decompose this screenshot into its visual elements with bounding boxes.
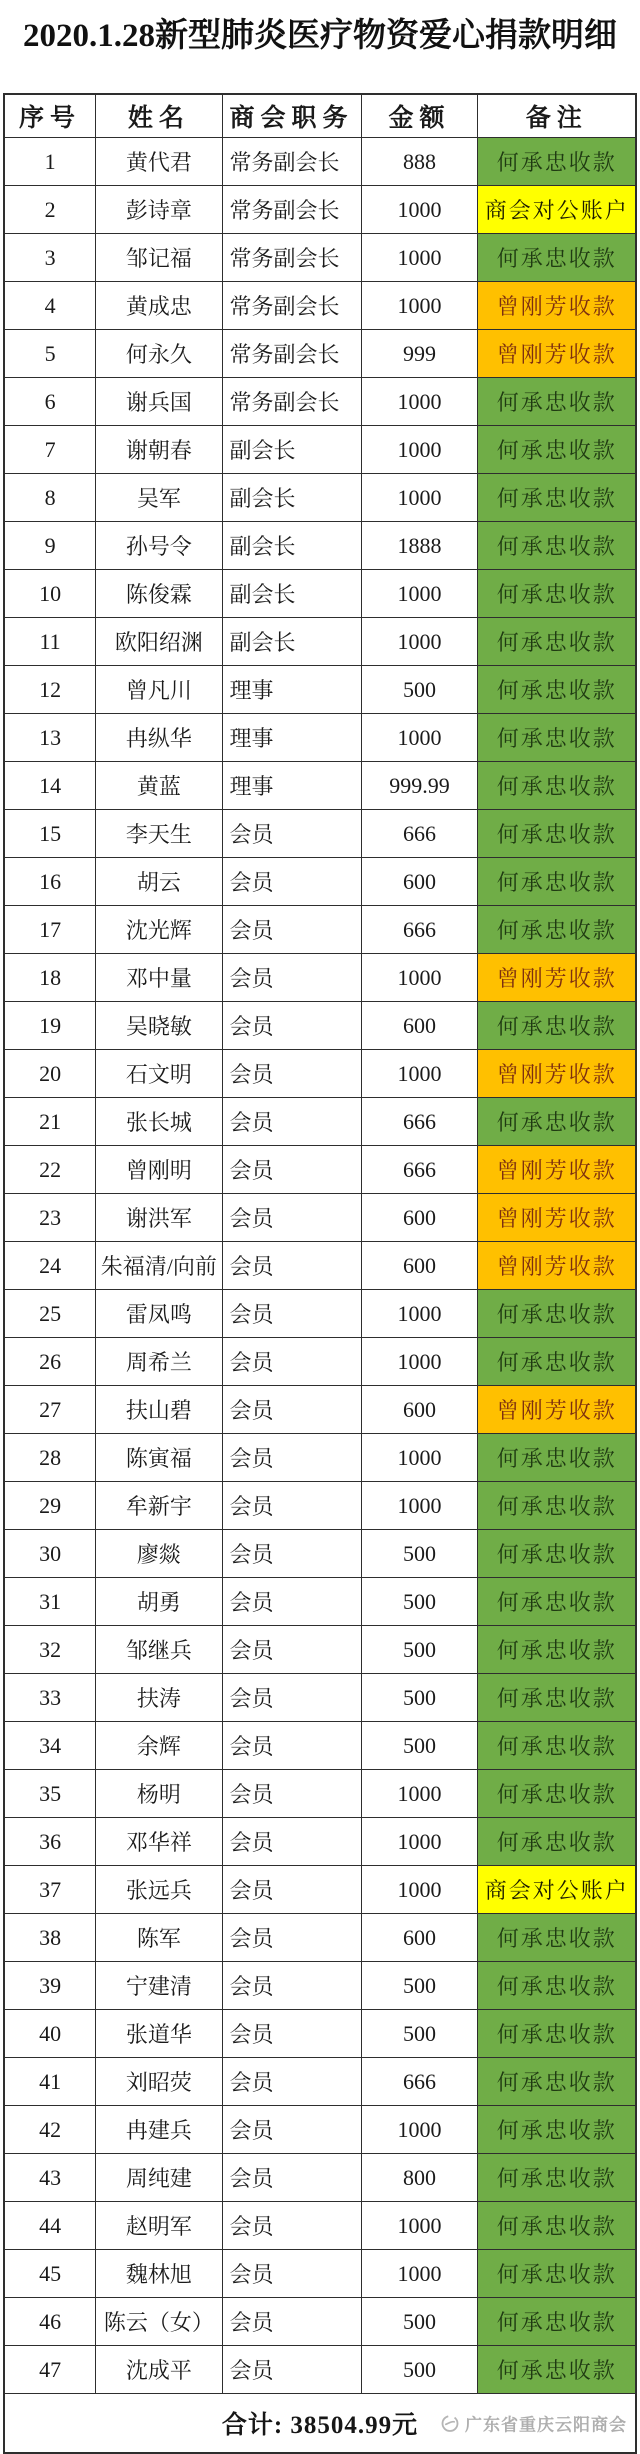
donation-amount: 1000	[361, 1770, 478, 1818]
note-badge: 何承忠收款	[478, 234, 636, 282]
donation-amount: 1000	[361, 426, 478, 474]
donor-name: 吴晓敏	[96, 1002, 222, 1050]
donor-name: 曾刚明	[96, 1146, 222, 1194]
row-number: 30	[4, 1530, 96, 1578]
table-row	[4, 426, 636, 474]
donor-name: 石文明	[96, 1050, 222, 1098]
donation-table	[3, 93, 637, 2454]
donor-name: 张远兵	[96, 1866, 222, 1914]
table-row	[4, 762, 636, 810]
donor-position: 常务副会长	[222, 138, 361, 186]
column-header-amount: 金额	[361, 94, 478, 138]
donor-name: 黄成忠	[96, 282, 222, 330]
row-number: 28	[4, 1434, 96, 1482]
donor-position: 常务副会长	[222, 282, 361, 330]
donor-name: 何永久	[96, 330, 222, 378]
donor-position: 会员	[222, 1674, 361, 1722]
donation-amount: 600	[361, 1386, 478, 1434]
row-number: 3	[4, 234, 96, 282]
row-number: 13	[4, 714, 96, 762]
donation-amount: 1000	[361, 474, 478, 522]
row-number: 42	[4, 2106, 96, 2154]
row-number: 25	[4, 1290, 96, 1338]
watermark-text: 广东省重庆云阳商会	[465, 2415, 627, 2435]
donor-position: 会员	[222, 1242, 361, 1290]
donor-name: 陈军	[96, 1914, 222, 1962]
donor-name: 陈云（女）	[96, 2298, 222, 2346]
table-row	[4, 2202, 636, 2250]
donor-position: 会员	[222, 1722, 361, 1770]
donor-name: 彭诗章	[96, 186, 222, 234]
donor-name: 扶涛	[96, 1674, 222, 1722]
table-row	[4, 1002, 636, 1050]
donation-amount: 1000	[361, 618, 478, 666]
donor-name: 扶山碧	[96, 1386, 222, 1434]
row-number: 24	[4, 1242, 96, 1290]
donation-amount: 1000	[361, 2250, 478, 2298]
donor-name: 余辉	[96, 1722, 222, 1770]
table-row	[4, 1146, 636, 1194]
donor-name: 刘昭荧	[96, 2058, 222, 2106]
donation-amount: 666	[361, 906, 478, 954]
table-row	[4, 2346, 636, 2394]
row-number: 26	[4, 1338, 96, 1386]
donor-position: 会员	[222, 1482, 361, 1530]
donation-amount: 666	[361, 1098, 478, 1146]
note-badge: 何承忠收款	[478, 1722, 636, 1770]
donor-position: 会员	[222, 1002, 361, 1050]
row-number: 12	[4, 666, 96, 714]
row-number: 4	[4, 282, 96, 330]
row-number: 7	[4, 426, 96, 474]
donor-name: 张长城	[96, 1098, 222, 1146]
note-badge: 何承忠收款	[478, 1626, 636, 1674]
donation-amount: 1888	[361, 522, 478, 570]
table-row	[4, 1914, 636, 1962]
row-number: 5	[4, 330, 96, 378]
row-number: 8	[4, 474, 96, 522]
donation-amount: 600	[361, 1194, 478, 1242]
donor-position: 常务副会长	[222, 378, 361, 426]
table-row	[4, 1482, 636, 1530]
row-number: 2	[4, 186, 96, 234]
row-number: 14	[4, 762, 96, 810]
row-number: 22	[4, 1146, 96, 1194]
donation-amount: 1000	[361, 2202, 478, 2250]
note-badge: 曾刚芳收款	[478, 1050, 636, 1098]
donation-amount: 500	[361, 2298, 478, 2346]
table-row	[4, 2010, 636, 2058]
row-number: 18	[4, 954, 96, 1002]
donation-amount: 1000	[361, 282, 478, 330]
note-badge: 曾刚芳收款	[478, 1194, 636, 1242]
donor-name: 吴军	[96, 474, 222, 522]
table-row	[4, 474, 636, 522]
row-number: 36	[4, 1818, 96, 1866]
donor-position: 会员	[222, 906, 361, 954]
table-row	[4, 1194, 636, 1242]
row-number: 27	[4, 1386, 96, 1434]
donor-name: 冉纵华	[96, 714, 222, 762]
donor-position: 会员	[222, 1098, 361, 1146]
donor-position: 会员	[222, 2106, 361, 2154]
note-badge: 何承忠收款	[478, 1002, 636, 1050]
note-badge: 何承忠收款	[478, 1530, 636, 1578]
table-row	[4, 2106, 636, 2154]
table-footer-row	[4, 2394, 636, 2454]
note-badge: 何承忠收款	[478, 2058, 636, 2106]
donor-name: 黄代君	[96, 138, 222, 186]
donor-position: 副会长	[222, 426, 361, 474]
row-number: 41	[4, 2058, 96, 2106]
row-number: 11	[4, 618, 96, 666]
donation-amount: 500	[361, 2346, 478, 2394]
row-number: 29	[4, 1482, 96, 1530]
note-badge: 何承忠收款	[478, 1962, 636, 2010]
donation-amount: 500	[361, 1578, 478, 1626]
donor-name: 冉建兵	[96, 2106, 222, 2154]
donor-name: 胡云	[96, 858, 222, 906]
note-badge: 何承忠收款	[478, 1290, 636, 1338]
donor-position: 会员	[222, 1818, 361, 1866]
table-row	[4, 1770, 636, 1818]
row-number: 33	[4, 1674, 96, 1722]
donor-position: 常务副会长	[222, 330, 361, 378]
row-number: 40	[4, 2010, 96, 2058]
donor-name: 谢兵国	[96, 378, 222, 426]
table-row	[4, 570, 636, 618]
donor-position: 会员	[222, 810, 361, 858]
table-row	[4, 1866, 636, 1914]
donor-name: 邹记福	[96, 234, 222, 282]
donor-position: 会员	[222, 1626, 361, 1674]
table-row	[4, 2154, 636, 2202]
note-badge: 何承忠收款	[478, 138, 636, 186]
note-badge: 何承忠收款	[478, 1338, 636, 1386]
donor-name: 谢朝春	[96, 426, 222, 474]
row-number: 20	[4, 1050, 96, 1098]
donation-amount: 600	[361, 858, 478, 906]
donation-amount: 1000	[361, 1482, 478, 1530]
donor-name: 宁建清	[96, 1962, 222, 2010]
row-number: 1	[4, 138, 96, 186]
donor-position: 会员	[222, 1050, 361, 1098]
table-row	[4, 2250, 636, 2298]
table-row	[4, 2298, 636, 2346]
donor-position: 会员	[222, 954, 361, 1002]
note-badge: 何承忠收款	[478, 570, 636, 618]
note-badge: 何承忠收款	[478, 762, 636, 810]
donor-name: 孙号令	[96, 522, 222, 570]
donor-name: 邓中量	[96, 954, 222, 1002]
note-badge: 何承忠收款	[478, 1482, 636, 1530]
note-badge: 曾刚芳收款	[478, 282, 636, 330]
donor-name: 雷凤鸣	[96, 1290, 222, 1338]
donor-name: 周希兰	[96, 1338, 222, 1386]
table-row	[4, 954, 636, 1002]
donation-amount: 1000	[361, 1434, 478, 1482]
note-badge: 曾刚芳收款	[478, 330, 636, 378]
donor-position: 会员	[222, 2346, 361, 2394]
row-number: 32	[4, 1626, 96, 1674]
donor-position: 会员	[222, 1338, 361, 1386]
donor-position: 会员	[222, 1578, 361, 1626]
donor-name: 张道华	[96, 2010, 222, 2058]
column-header-note: 备注	[478, 94, 636, 138]
total-amount: 合计: 38504.99元	[221, 2412, 419, 2439]
donor-position: 会员	[222, 1866, 361, 1914]
donor-position: 副会长	[222, 618, 361, 666]
donor-position: 会员	[222, 1290, 361, 1338]
note-badge: 何承忠收款	[478, 1578, 636, 1626]
table-row	[4, 618, 636, 666]
donation-amount: 1000	[361, 186, 478, 234]
row-number: 31	[4, 1578, 96, 1626]
table-row	[4, 1098, 636, 1146]
donation-amount: 666	[361, 1146, 478, 1194]
row-number: 43	[4, 2154, 96, 2202]
donor-name: 陈俊霖	[96, 570, 222, 618]
note-badge: 商会对公账户	[478, 186, 636, 234]
note-badge: 何承忠收款	[478, 1434, 636, 1482]
donor-name: 陈寅福	[96, 1434, 222, 1482]
table-row	[4, 906, 636, 954]
note-badge: 何承忠收款	[478, 378, 636, 426]
table-row	[4, 1530, 636, 1578]
donor-position: 会员	[222, 2298, 361, 2346]
table-row	[4, 2058, 636, 2106]
note-badge: 何承忠收款	[478, 2010, 636, 2058]
donor-name: 邓华祥	[96, 1818, 222, 1866]
note-badge: 何承忠收款	[478, 2346, 636, 2394]
table-row	[4, 1338, 636, 1386]
donation-amount: 500	[361, 1962, 478, 2010]
table-row	[4, 138, 636, 186]
table-header-row	[4, 94, 636, 138]
row-number: 15	[4, 810, 96, 858]
donation-amount: 888	[361, 138, 478, 186]
table-row	[4, 186, 636, 234]
note-badge: 何承忠收款	[478, 810, 636, 858]
row-number: 17	[4, 906, 96, 954]
note-badge: 何承忠收款	[478, 522, 636, 570]
donation-amount: 600	[361, 1002, 478, 1050]
table-row	[4, 1626, 636, 1674]
donor-position: 会员	[222, 1146, 361, 1194]
donor-position: 会员	[222, 1962, 361, 2010]
donor-position: 副会长	[222, 570, 361, 618]
donation-amount: 666	[361, 810, 478, 858]
table-row	[4, 330, 636, 378]
table-row	[4, 810, 636, 858]
row-number: 39	[4, 1962, 96, 2010]
note-badge: 何承忠收款	[478, 1098, 636, 1146]
note-badge: 何承忠收款	[478, 1818, 636, 1866]
note-badge: 何承忠收款	[478, 714, 636, 762]
note-badge: 曾刚芳收款	[478, 954, 636, 1002]
table-row	[4, 1818, 636, 1866]
donor-name: 李天生	[96, 810, 222, 858]
table-row	[4, 1962, 636, 2010]
donor-position: 会员	[222, 1914, 361, 1962]
table-row	[4, 1578, 636, 1626]
table-body	[4, 138, 636, 2394]
note-badge: 何承忠收款	[478, 2298, 636, 2346]
donor-position: 会员	[222, 858, 361, 906]
donor-position: 会员	[222, 2058, 361, 2106]
note-badge: 何承忠收款	[478, 906, 636, 954]
donation-amount: 999.99	[361, 762, 478, 810]
note-badge: 何承忠收款	[478, 2202, 636, 2250]
table-row	[4, 714, 636, 762]
note-badge: 商会对公账户	[478, 1866, 636, 1914]
donor-name: 沈成平	[96, 2346, 222, 2394]
donor-position: 会员	[222, 1530, 361, 1578]
note-badge: 何承忠收款	[478, 1914, 636, 1962]
donation-amount: 666	[361, 2058, 478, 2106]
note-badge: 何承忠收款	[478, 2154, 636, 2202]
donor-name: 牟新宇	[96, 1482, 222, 1530]
row-number: 9	[4, 522, 96, 570]
table-row	[4, 1434, 636, 1482]
table-row	[4, 1386, 636, 1434]
donation-amount: 1000	[361, 1290, 478, 1338]
donation-amount: 1000	[361, 1338, 478, 1386]
donor-position: 理事	[222, 666, 361, 714]
table-row	[4, 1290, 636, 1338]
row-number: 47	[4, 2346, 96, 2394]
note-badge: 何承忠收款	[478, 618, 636, 666]
row-number: 37	[4, 1866, 96, 1914]
donor-position: 会员	[222, 1194, 361, 1242]
donation-amount: 500	[361, 1530, 478, 1578]
table-row	[4, 378, 636, 426]
table-row	[4, 1674, 636, 1722]
donation-amount: 1000	[361, 1818, 478, 1866]
donor-position: 会员	[222, 1434, 361, 1482]
donor-name: 魏林旭	[96, 2250, 222, 2298]
note-badge: 何承忠收款	[478, 2250, 636, 2298]
donation-amount: 500	[361, 1722, 478, 1770]
donation-amount: 1000	[361, 2106, 478, 2154]
note-badge: 何承忠收款	[478, 2106, 636, 2154]
donor-position: 常务副会长	[222, 234, 361, 282]
donor-name: 周纯建	[96, 2154, 222, 2202]
watermark	[440, 2411, 627, 2436]
row-number: 6	[4, 378, 96, 426]
table-row	[4, 1722, 636, 1770]
donor-position: 理事	[222, 714, 361, 762]
table-row	[4, 858, 636, 906]
note-badge: 何承忠收款	[478, 666, 636, 714]
donor-position: 会员	[222, 2250, 361, 2298]
donor-name: 赵明军	[96, 2202, 222, 2250]
note-badge: 何承忠收款	[478, 1770, 636, 1818]
page-title: 2020.1.28新型肺炎医疗物资爱心捐款明细	[23, 18, 617, 54]
footer-cell	[4, 2394, 636, 2454]
note-badge: 曾刚芳收款	[478, 1146, 636, 1194]
donation-amount: 500	[361, 666, 478, 714]
donor-name: 杨明	[96, 1770, 222, 1818]
donor-position: 会员	[222, 2010, 361, 2058]
note-badge: 曾刚芳收款	[478, 1242, 636, 1290]
donation-amount: 500	[361, 2010, 478, 2058]
donation-amount: 600	[361, 1242, 478, 1290]
row-number: 45	[4, 2250, 96, 2298]
donor-name: 朱福清/向前	[96, 1242, 222, 1290]
donation-amount: 1000	[361, 954, 478, 1002]
row-number: 21	[4, 1098, 96, 1146]
note-badge: 何承忠收款	[478, 1674, 636, 1722]
table-row	[4, 282, 636, 330]
donor-name: 谢洪军	[96, 1194, 222, 1242]
donation-amount: 800	[361, 2154, 478, 2202]
table-row	[4, 1242, 636, 1290]
note-badge: 曾刚芳收款	[478, 1386, 636, 1434]
donation-amount: 1000	[361, 1050, 478, 1098]
donation-amount: 1000	[361, 234, 478, 282]
donor-name: 胡勇	[96, 1578, 222, 1626]
note-badge: 何承忠收款	[478, 426, 636, 474]
donor-position: 会员	[222, 1386, 361, 1434]
column-header-name: 姓名	[96, 94, 222, 138]
donation-amount: 999	[361, 330, 478, 378]
donor-name: 沈光辉	[96, 906, 222, 954]
donor-name: 黄蓝	[96, 762, 222, 810]
table-row	[4, 522, 636, 570]
table-row	[4, 1050, 636, 1098]
row-number: 35	[4, 1770, 96, 1818]
donation-amount: 500	[361, 1674, 478, 1722]
table-row	[4, 234, 636, 282]
chamber-logo-icon	[440, 2413, 460, 2433]
donor-name: 邹继兵	[96, 1626, 222, 1674]
column-header-no: 序号	[4, 94, 96, 138]
row-number: 34	[4, 1722, 96, 1770]
donor-position: 副会长	[222, 474, 361, 522]
row-number: 23	[4, 1194, 96, 1242]
donor-name: 欧阳绍渊	[96, 618, 222, 666]
donor-position: 副会长	[222, 522, 361, 570]
row-number: 16	[4, 858, 96, 906]
donor-position: 常务副会长	[222, 186, 361, 234]
row-number: 44	[4, 2202, 96, 2250]
donation-amount: 1000	[361, 570, 478, 618]
donor-position: 理事	[222, 762, 361, 810]
row-number: 46	[4, 2298, 96, 2346]
donation-amount: 500	[361, 1626, 478, 1674]
donor-position: 会员	[222, 1770, 361, 1818]
donation-amount: 1000	[361, 378, 478, 426]
note-badge: 何承忠收款	[478, 474, 636, 522]
donation-amount: 1000	[361, 714, 478, 762]
donor-position: 会员	[222, 2154, 361, 2202]
donor-position: 会员	[222, 2202, 361, 2250]
donation-amount: 600	[361, 1914, 478, 1962]
note-badge: 何承忠收款	[478, 858, 636, 906]
row-number: 19	[4, 1002, 96, 1050]
column-header-position: 商会职务	[222, 94, 361, 138]
table-row	[4, 666, 636, 714]
row-number: 38	[4, 1914, 96, 1962]
donor-name: 廖燚	[96, 1530, 222, 1578]
donor-name: 曾凡川	[96, 666, 222, 714]
donation-amount: 1000	[361, 1866, 478, 1914]
row-number: 10	[4, 570, 96, 618]
